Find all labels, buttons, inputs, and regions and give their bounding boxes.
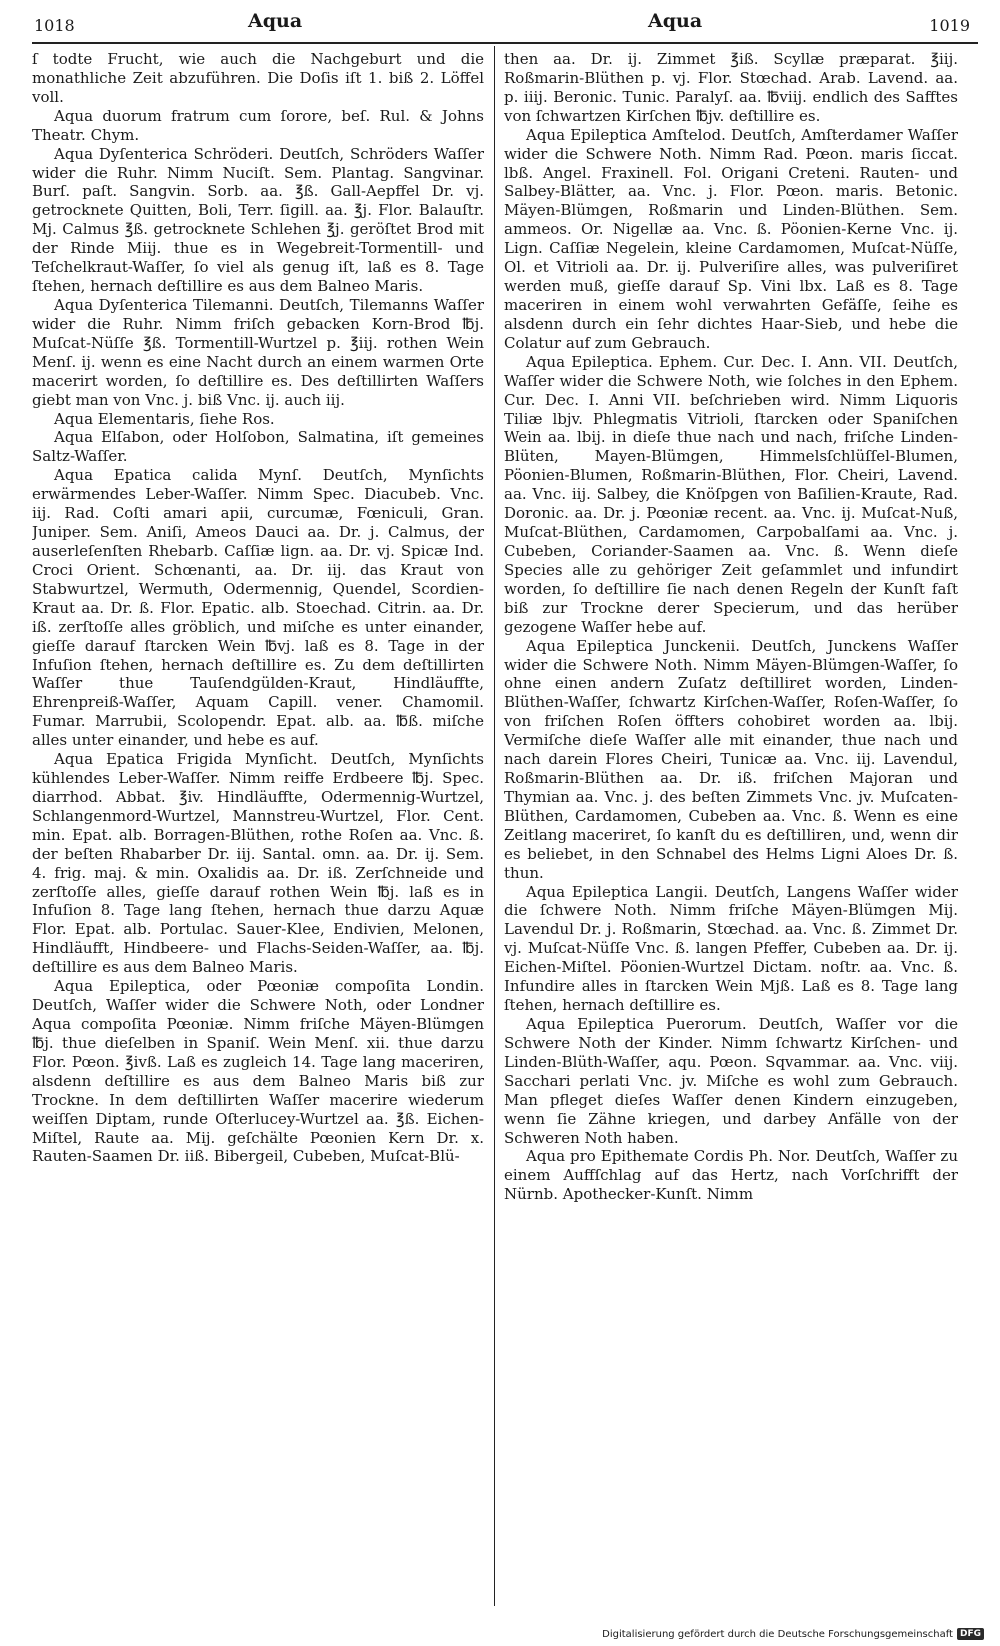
header-rule bbox=[32, 42, 978, 44]
entry-aqua-pro-epithemate: Aqua pro Epithemate Cordis Ph. Nor. Deutſch, Waſſer zu einem Auffſchlag auf das Hertz, nach Vorſchrifft der Nürnb. Apothecker-Kunſt. Nimm bbox=[504, 1147, 958, 1204]
right-page-number: 1019 bbox=[929, 16, 970, 35]
right-column bbox=[504, 50, 958, 1606]
entry-aqua-epatica-frigida: Aqua Epatica Frigida Mynſicht. Deutſch, Mynſichts kühlendes Leber-Waſſer. Nimm reiffe Erdbeere ℔j. Spec. diarrhod. Abbat. ℥iv. Hindläuffte, Odermennig-Wurtzel, Schlangenmord-Wurtzel, Mannstreu-Wurtzel, Flor. Cent. min. Epat. alb. Borragen-Blüthen, rothe Roſen aa. Vnc. ß. der beſten Rhabarber Dr. iij. Santal. omn. aa. Dr. ij. Sem. 4. frig. maj. & min. Oxalidis aa. Dr. iß. Zerſchneide und zerſtoſſe alles, gieſſe darauf rothen Wein ℔j. laß es in Infuſion 8. Tage lang ſtehen, hernach thue darzu Aquæ Flor. Epat. alb. Portulac. Sauer-Klee, Endivien, Melonen, Hindläufft, Hindbeere- und Flachs-Seiden-Waſſer, aa. ℔j. deſtillire es aus dem Balneo Maris. bbox=[32, 750, 484, 977]
entry-aqua-epatica-calida: Aqua Epatica calida Mynſ. Deutſch, Mynſichts erwärmendes Leber-Waſſer. Nimm Spec. Diacubeb. Vnc. iij. Rad. Coſti amari apii, curcumæ, Fœniculi, Gran. Juniper. Sem. Aniſi, Ameos Dauci aa. Dr. j. Calmus, der auserleſenſten Rhebarb. Caſſiæ lign. aa. Dr. vj. Spicæ Ind. Croci Orient. Schœnanti, aa. Dr. iij. das Kraut von Stabwurtzel, Wermuth, Odermennig, Quendel, Scordien-Kraut aa. Dr. ß. Flor. Epatic. alb. Stoechad. Citrin. aa. Dr. iß. zerſtoſſe alles gröblich, und miſche es unter einander, gieſſe darauf ſtarcken Wein ℔vj. laß es 8. Tage in der Infuſion ſtehen, hernach deſtillire es. Zu dem deſtillirten Waſſer thue Tauſendgülden-Kraut, Hindläuffte, Ehrenpreiß-Waſſer, Aquam Capill. vener. Chamomil. Fumar. Marrubii, Scolopendr. Epat. alb. aa. ℔ß. miſche alles unter einander, und hebe es auf. bbox=[32, 466, 484, 750]
entry-aqua-epileptica-langii: Aqua Epileptica Langii. Deutſch, Langens Waſſer wider die ſchwere Noth. Nimm friſche Mäyen-Blümgen Mij. Lavendul Dr. j. Roßmarin, Stœchad. aa. Vnc. ß. Zimmet Dr. vj. Muſcat-Nüſſe Vnc. ß. langen Pfeffer, Cubeben aa. Dr. ij. Eichen-Miſtel. Pöonien-Wurtzel Dictam. noſtr. aa. Vnc. ß. Infundire alles in ſtarcken Wein Mjß. Laß es 8. Tage lang ſtehen, hernach deſtillire es. bbox=[504, 882, 958, 1015]
entry-aqua-elementaris: Aqua Elementaris, ſiehe Ros. bbox=[54, 409, 275, 428]
entry-aqua-epileptica-amstelod: Aqua Epileptica Amſtelod. Deutſch, Amſterdamer Waſſer wider die Schwere Noth. Nimm Rad. Pœon. maris ſiccat. lbß. Angel. Fraxinell. Fol. Origani Creteni. Rauten- und Salbey-Blätter, aa. Vnc. j. Flor. Pœon. maris. Betonic. Mäyen-Blümgen, Roßmarin und Linden-Blüthen. Sem. ammeos. Or. Nigellæ aa. Vnc. ß. Pöonien-Kerne Vnc. ij. Lign. Caſſiæ Negelein, kleine Cardamomen, Muſcat-Nüſſe, Ol. et Vitrioli aa. Dr. ij. Pulveriſire alles, was pulveriſiret werden muß, gieſſe darauf Sp. Vini lbx. Laß es 8. Tage maceriren in einem wohl verwahrten Gefäſſe, ſeihe es alsdenn durch ein ſehr dichtes Haar-Sieb, und hebe die Colatur auf zum Gebrauch. bbox=[504, 125, 958, 352]
entry-continuation: ſ todte Frucht, wie auch die Nachgeburt und die monathliche Zeit abzuführen. Die Doſis iſt 1. biß 2. Löffel voll. bbox=[32, 50, 484, 106]
left-page-number: 1018 bbox=[34, 16, 75, 35]
entry-aqua-epileptica-junckenii: Aqua Epileptica Junckenii. Deutſch, Junckens Waſſer wider die Schwere Noth. Nimm Mäyen-Blümgen-Waſſer, ſo ohne einen andern Zuſatz deſtilliret worden, Linden-Blüthen-Waſſer, ſchwartz Kirſchen-Waſſer, Roſen-Waſſer, ſo von friſchen Roſen öffters cohobiret worden aa. lbij. Vermiſche dieſe Waſſer alle mit einander, thue nach und nach darein Flores Cheiri, Tunicæ aa. Vnc. iij. Lavendul, Roßmarin-Blüthen aa. Dr. iß. friſchen Majoran und Thymian aa. Vnc. j. des beſten Zimmets Vnc. jv. Muſcaten-Blüthen, Cardamomen, Cubeben aa. Vnc. ß. Wenn es eine Zeitlang maceriret, ſo kanſt du es deſtilliren, und, wenn dir es beliebet, in den Schnabel des Helms Ligni Aloes Dr. ß. thun. bbox=[504, 636, 958, 882]
entry-aqua-dysenterica-schroederi: Aqua Dyſenterica Schröderi. Deutſch, Schröders Waſſer wider die Ruhr. Nimm Nuciſt. Sem. Plantag. Sangvinar. Burſ. paſt. Sangvin. Sorb. aa. ℥ß. Gall-Aepffel Dr. vj. getrocknete Quitten, Boli, Terr. ſigill. aa. ℥j. Flor. Balauſtr. Mj. Calmus ℥ß. getrocknete Schlehen ℥j. geröſtet Brod mit der Rinde Miij. thue es in Wegebreit-Tormentill- und Teſchelkraut-Waſſer, ſo viel als genug iſt, laß es 8. Tage ſtehen, hernach deſtillire es aus dem Balneo Maris. bbox=[32, 144, 484, 296]
entry-aqua-epileptica-puerorum: Aqua Epileptica Puerorum. Deutſch, Waſſer vor die Schwere Noth der Kinder. Nimm ſchwartz Kirſchen- und Linden-Blüth-Waſſer, aqu. Pœon. Sqvammar. aa. Vnc. viij. Sacchari perlati Vnc. jv. Miſche es wohl zum Gebrauch. Man pfleget dieſes Waſſer denen Kindern einzugeben, wenn ſie Zähne kriegen, und darbey Anfälle von der Schweren Noth haben. bbox=[504, 1015, 958, 1147]
page-header bbox=[30, 4, 970, 44]
entry-aqua-dysenterica-tilemanni: Aqua Dyſenterica Tilemanni. Deutſch, Tilemanns Waſſer wider die Ruhr. Nimm friſch gebacken Korn-Brod ℔j. Muſcat-Nüſſe ℥ß. Tormentill-Wurtzel p. ℥iij. rothen Wein Menſ. ij. wenn es eine Nacht durch an einem warmen Orte macerirt worden, ſo deſtillire es. Des deſtillirten Waſſers giebt man von Vnc. j. biß Vnc. ij. auch iij. bbox=[32, 295, 484, 409]
entry-aqua-elsabon: Aqua Elſabon, oder Holſobon, Salmatina, iſt gemeines Saltz-Waſſer. bbox=[32, 428, 484, 466]
right-running-head: Aqua bbox=[648, 10, 703, 32]
dfg-logo: DFG bbox=[957, 1628, 984, 1640]
entry-continuation-right: then aa. Dr. ij. Zimmet ℥iß. Scyllæ præparat. ℥iij. Roßmarin-Blüthen p. vj. Flor. Stœchad. Arab. Lavend. aa. p. iiij. Beronic. Tunic. Paralyſ. aa. ℔viij. endlich des Safftes von ſchwartzen Kirſchen ℔jv. deſtillire es. bbox=[504, 50, 958, 125]
footer-text: Digitalisierung gefördert durch die Deutsche Forschungsgemeinschaft bbox=[602, 1628, 953, 1640]
column-separator bbox=[494, 46, 495, 1606]
digitization-footer bbox=[602, 1628, 984, 1640]
entry-aqua-epileptica-ephem: Aqua Epileptica. Ephem. Cur. Dec. I. Ann. VII. Deutſch, Waſſer wider die Schwere Noth, wie ſolches in den Ephem. Cur. Dec. I. Anni VII. beſchrieben wird. Nimm Liquoris Tiliæ lbjv. Phlegmatis Vitrioli, ſtarcken oder Spaniſchen Wein aa. lbij. in dieſe thue nach und nach, friſche Linden-Blüten, Mayen-Blümgen, Himmelsſchlüſſel-Blumen, Pöonien-Blumen, Roßmarin-Blüthen, Flor. Cheiri, Lavend. aa. Vnc. iij. Salbey, die Knöſpgen von Baſilien-Kraute, Rad. Doronic. aa. Dr. j. Pœoniæ recent. aa. Vnc. ij. Muſcat-Nuß, Muſcat-Blüthen, Cardamomen, Carpobalſami aa. Vnc. j. Cubeben, Coriander-Saamen aa. Vnc. ß. Wenn dieſe Species alle zu gehöriger Zeit geſammlet und infundirt worden, ſo deſtillire ſie nach denen Regeln der Kunſt faſt biß zur Trockne derer Specierum, und das herüber gezogene Waſſer hebe auf. bbox=[504, 352, 958, 636]
left-running-head: Aqua bbox=[248, 10, 303, 32]
left-column bbox=[32, 50, 484, 1606]
entry-aqua-epileptica-londin: Aqua Epileptica, oder Pœoniæ compoſita Londin. Deutſch, Waſſer wider die Schwere Noth, oder Londner Aqua compoſita Pœoniæ. Nimm friſche Mäyen-Blümgen ℔j. thue dieſelben in Spaniſ. Wein Menſ. xii. thue darzu Flor. Pœon. ℥ivß. Laß es zugleich 14. Tage lang maceriren, alsdenn deſtillire es aus dem Balneo Maris biß zur Trockne. In dem deſtillirten Waſſer macerire wiederum weiſſen Diptam, runde Oſterlucey-Wurtzel aa. ℥ß. Eichen-Miſtel, Raute aa. Mij. geſchälte Pœonien Kern Dr. x. Rauten-Saamen Dr. iiß. Bibergeil, Cubeben, Muſcat-Blü- bbox=[32, 977, 484, 1166]
entry-aqua-duorum-fratrum: Aqua duorum fratrum cum ſorore, beſ. Rul. & Johns Theatr. Chym. bbox=[32, 106, 484, 144]
